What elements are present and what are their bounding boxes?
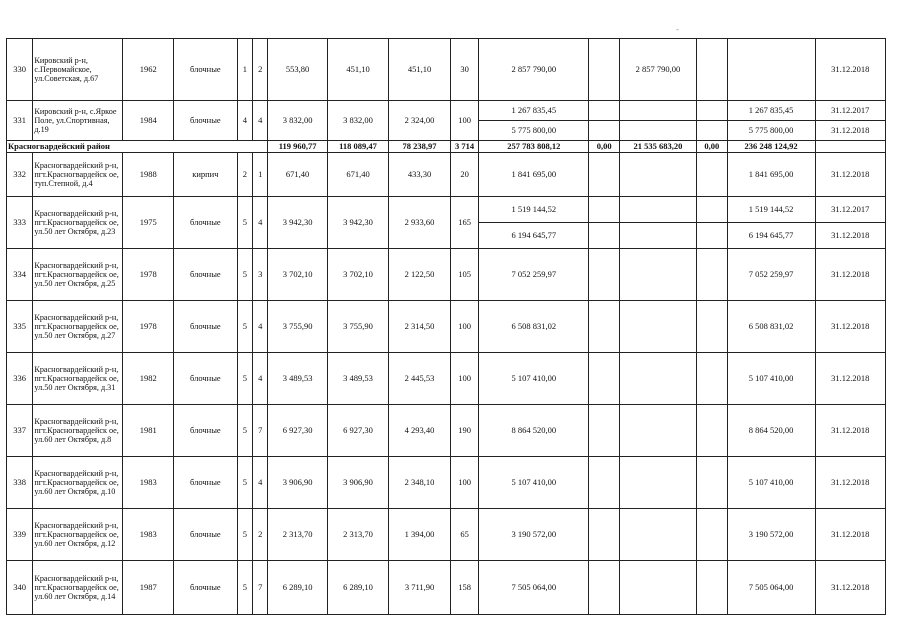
fund-col-14	[696, 405, 727, 457]
completion-date: 31.12.2018	[815, 457, 885, 509]
build-year: 1978	[123, 301, 174, 353]
table-row	[7, 39, 886, 101]
floor-count: 2	[237, 153, 252, 197]
fund-col-14	[696, 249, 727, 301]
fund-col-13	[620, 223, 697, 249]
area-living: 3 942,30	[327, 197, 389, 249]
row-number: 334	[7, 249, 33, 301]
row-number: 331	[7, 101, 33, 141]
entrance-count: 7	[253, 561, 268, 615]
build-year: 1983	[123, 509, 174, 561]
fund-col-14	[696, 101, 727, 121]
repair-cost: 5 107 410,00	[479, 457, 589, 509]
wall-material: блочные	[173, 353, 237, 405]
house-address: Красногвардейский р-н, пгт.Красногвардейск ое, ул.60 лет Октября, д.10	[33, 457, 123, 509]
floor-count: 5	[237, 249, 252, 301]
house-address: Красногвардейский р-н, пгт.Красногвардейск ое, туп.Степной, д.4	[33, 153, 123, 197]
fund-col-14	[696, 353, 727, 405]
fund-col-13	[620, 353, 697, 405]
entrance-count: 4	[253, 101, 268, 141]
repair-cost: 6 194 645,77	[479, 223, 589, 249]
wall-material: блочные	[173, 301, 237, 353]
completion-date: 31.12.2018	[815, 121, 885, 141]
completion-date: 31.12.2018	[815, 223, 885, 249]
table-row	[7, 353, 886, 405]
total-c15: 236 248 124,92	[727, 141, 815, 153]
row-number: 335	[7, 301, 33, 353]
area-total: 6 927,30	[268, 405, 327, 457]
district-total-label: Красногвардейский район	[7, 141, 268, 153]
floor-count: 5	[237, 561, 252, 615]
wall-material: блочные	[173, 509, 237, 561]
house-address: Красногвардейский р-н, пгт.Красногвардейск ое, ул.50 лет Октября, д.25	[33, 249, 123, 301]
repair-cost: 5 775 800,00	[479, 121, 589, 141]
completion-date: 31.12.2017	[815, 197, 885, 223]
fund-col-14	[696, 457, 727, 509]
area-living: 3 489,53	[327, 353, 389, 405]
fund-col-14	[696, 223, 727, 249]
repair-cost: 1 841 695,00	[479, 153, 589, 197]
fund-col-13	[620, 197, 697, 223]
wall-material: блочные	[173, 197, 237, 249]
fund-col-15: 3 190 572,00	[727, 509, 815, 561]
total-c12: 0,00	[589, 141, 620, 153]
resident-count: 65	[450, 509, 479, 561]
margin-mark: -	[676, 24, 679, 34]
fund-col-12	[589, 561, 620, 615]
area-living: 451,10	[327, 39, 389, 101]
area-living: 3 906,90	[327, 457, 389, 509]
fund-col-13	[620, 561, 697, 615]
entrance-count: 4	[253, 353, 268, 405]
area-residential: 451,10	[389, 39, 451, 101]
entrance-count: 4	[253, 457, 268, 509]
area-residential: 4 293,40	[389, 405, 451, 457]
entrance-count: 1	[253, 153, 268, 197]
repair-cost: 8 864 520,00	[479, 405, 589, 457]
table-row	[7, 249, 886, 301]
floor-count: 4	[237, 101, 252, 141]
fund-col-14	[696, 39, 727, 101]
total-date-cell	[815, 141, 885, 153]
resident-count: 190	[450, 405, 479, 457]
resident-count: 105	[450, 249, 479, 301]
area-total: 3 832,00	[268, 101, 327, 141]
area-residential: 1 394,00	[389, 509, 451, 561]
total-cost: 257 783 808,12	[479, 141, 589, 153]
fund-col-13	[620, 101, 697, 121]
fund-col-15: 6 194 645,77	[727, 223, 815, 249]
completion-date: 31.12.2018	[815, 301, 885, 353]
completion-date: 31.12.2018	[815, 39, 885, 101]
table-row	[7, 153, 886, 197]
table-row	[7, 509, 886, 561]
row-number: 332	[7, 153, 33, 197]
completion-date: 31.12.2017	[815, 101, 885, 121]
wall-material: блочные	[173, 561, 237, 615]
house-address: Красногвардейский р-н, пгт.Красногвардейск ое, ул.60 лет Октября, д.8	[33, 405, 123, 457]
total-c13: 21 535 683,20	[620, 141, 697, 153]
house-address: Красногвардейский р-н, пгт.Красногвардейск ое, ул.50 лет Октября, д.31	[33, 353, 123, 405]
row-number: 333	[7, 197, 33, 249]
area-total: 3 489,53	[268, 353, 327, 405]
wall-material: блочные	[173, 249, 237, 301]
completion-date: 31.12.2018	[815, 153, 885, 197]
total-area-res: 78 238,97	[389, 141, 451, 153]
house-address: Красногвардейский р-н, пгт.Красногвардейск ое, ул.50 лет Октября, д.23	[33, 197, 123, 249]
resident-count: 30	[450, 39, 479, 101]
repair-cost: 2 857 790,00	[479, 39, 589, 101]
build-year: 1962	[123, 39, 174, 101]
area-residential: 2 933,60	[389, 197, 451, 249]
fund-col-15: 7 505 064,00	[727, 561, 815, 615]
resident-count: 158	[450, 561, 479, 615]
fund-col-15: 7 052 259,97	[727, 249, 815, 301]
capital-repair-table-page	[6, 38, 886, 615]
build-year: 1982	[123, 353, 174, 405]
area-residential: 2 314,50	[389, 301, 451, 353]
build-year: 1987	[123, 561, 174, 615]
fund-col-12	[589, 457, 620, 509]
area-total: 3 942,30	[268, 197, 327, 249]
build-year: 1983	[123, 457, 174, 509]
area-living: 2 313,70	[327, 509, 389, 561]
area-living: 3 755,90	[327, 301, 389, 353]
repair-cost: 1 519 144,52	[479, 197, 589, 223]
house-address: Кировский р-н, с.Яркое Поле, ул.Спортивная, д.19	[33, 101, 123, 141]
entrance-count: 2	[253, 509, 268, 561]
area-living: 671,40	[327, 153, 389, 197]
fund-col-12	[589, 509, 620, 561]
area-total: 3 755,90	[268, 301, 327, 353]
fund-col-12	[589, 101, 620, 121]
repair-cost: 3 190 572,00	[479, 509, 589, 561]
wall-material: блочные	[173, 101, 237, 141]
area-living: 6 289,10	[327, 561, 389, 615]
fund-col-15: 5 775 800,00	[727, 121, 815, 141]
resident-count: 100	[450, 457, 479, 509]
build-year: 1988	[123, 153, 174, 197]
entrance-count: 4	[253, 301, 268, 353]
entrance-count: 3	[253, 249, 268, 301]
area-living: 3 832,00	[327, 101, 389, 141]
fund-col-15: 1 519 144,52	[727, 197, 815, 223]
build-year: 1975	[123, 197, 174, 249]
row-number: 336	[7, 353, 33, 405]
completion-date: 31.12.2018	[815, 353, 885, 405]
total-c14: 0,00	[696, 141, 727, 153]
fund-col-13	[620, 509, 697, 561]
area-residential: 3 711,90	[389, 561, 451, 615]
fund-col-13	[620, 301, 697, 353]
house-address: Красногвардейский р-н, пгт.Красногвардейск ое, ул.60 лет Октября, д.12	[33, 509, 123, 561]
resident-count: 100	[450, 301, 479, 353]
floor-count: 5	[237, 353, 252, 405]
area-total: 671,40	[268, 153, 327, 197]
fund-col-15: 8 864 520,00	[727, 405, 815, 457]
completion-date: 31.12.2018	[815, 561, 885, 615]
resident-count: 20	[450, 153, 479, 197]
fund-col-15: 5 107 410,00	[727, 353, 815, 405]
row-number: 338	[7, 457, 33, 509]
entrance-count: 7	[253, 405, 268, 457]
floor-count: 5	[237, 301, 252, 353]
fund-col-15: 1 841 695,00	[727, 153, 815, 197]
area-total: 2 313,70	[268, 509, 327, 561]
fund-col-15: 5 107 410,00	[727, 457, 815, 509]
fund-col-12	[589, 249, 620, 301]
build-year: 1981	[123, 405, 174, 457]
floor-count: 1	[237, 39, 252, 101]
floor-count: 5	[237, 197, 252, 249]
floor-count: 5	[237, 509, 252, 561]
table-row	[7, 561, 886, 615]
total-residents: 3 714	[450, 141, 479, 153]
fund-col-15: 6 508 831,02	[727, 301, 815, 353]
row-number: 340	[7, 561, 33, 615]
resident-count: 100	[450, 101, 479, 141]
fund-col-14	[696, 121, 727, 141]
table-row	[7, 197, 886, 223]
fund-col-13	[620, 121, 697, 141]
house-address: Красногвардейский р-н, пгт.Красногвардейск ое, ул.50 лет Октября, д.27	[33, 301, 123, 353]
wall-material: блочные	[173, 457, 237, 509]
completion-date: 31.12.2018	[815, 405, 885, 457]
area-residential: 2 348,10	[389, 457, 451, 509]
row-number: 339	[7, 509, 33, 561]
fund-col-13	[620, 153, 697, 197]
house-address: Красногвардейский р-н, пгт.Красногвардейск ое, ул.60 лет Октября, д.14	[33, 561, 123, 615]
row-number: 330	[7, 39, 33, 101]
area-residential: 2 122,50	[389, 249, 451, 301]
area-total: 6 289,10	[268, 561, 327, 615]
wall-material: блочные	[173, 405, 237, 457]
build-year: 1984	[123, 101, 174, 141]
fund-col-12	[589, 153, 620, 197]
fund-col-13: 2 857 790,00	[620, 39, 697, 101]
total-area-total: 119 960,77	[268, 141, 327, 153]
fund-col-15	[727, 39, 815, 101]
district-total-row	[7, 141, 886, 153]
completion-date: 31.12.2018	[815, 509, 885, 561]
area-total: 3 702,10	[268, 249, 327, 301]
house-address: Кировский р-н, с.Первомайское, ул.Советская, д.67	[33, 39, 123, 101]
fund-col-14	[696, 197, 727, 223]
resident-count: 100	[450, 353, 479, 405]
fund-col-13	[620, 249, 697, 301]
fund-col-12	[589, 39, 620, 101]
completion-date: 31.12.2018	[815, 249, 885, 301]
area-total: 553,80	[268, 39, 327, 101]
floor-count: 5	[237, 457, 252, 509]
repair-cost: 7 505 064,00	[479, 561, 589, 615]
table-row	[7, 457, 886, 509]
area-total: 3 906,90	[268, 457, 327, 509]
repair-cost: 5 107 410,00	[479, 353, 589, 405]
wall-material: блочные	[173, 39, 237, 101]
capital-repair-table	[6, 38, 886, 615]
table-row	[7, 101, 886, 121]
build-year: 1978	[123, 249, 174, 301]
fund-col-14	[696, 509, 727, 561]
table-row	[7, 405, 886, 457]
repair-cost: 7 052 259,97	[479, 249, 589, 301]
fund-col-14	[696, 153, 727, 197]
fund-col-14	[696, 301, 727, 353]
entrance-count: 2	[253, 39, 268, 101]
area-living: 3 702,10	[327, 249, 389, 301]
fund-col-13	[620, 457, 697, 509]
fund-col-12	[589, 405, 620, 457]
fund-col-12	[589, 353, 620, 405]
fund-col-12	[589, 301, 620, 353]
row-number: 337	[7, 405, 33, 457]
repair-cost: 1 267 835,45	[479, 101, 589, 121]
fund-col-13	[620, 405, 697, 457]
wall-material: кирпич	[173, 153, 237, 197]
area-living: 6 927,30	[327, 405, 389, 457]
fund-col-14	[696, 561, 727, 615]
area-residential: 2 324,00	[389, 101, 451, 141]
fund-col-12	[589, 197, 620, 223]
resident-count: 165	[450, 197, 479, 249]
area-residential: 2 445,53	[389, 353, 451, 405]
fund-col-12	[589, 121, 620, 141]
table-row	[7, 301, 886, 353]
repair-cost: 6 508 831,02	[479, 301, 589, 353]
fund-col-12	[589, 223, 620, 249]
total-area-living: 118 089,47	[327, 141, 389, 153]
fund-col-15: 1 267 835,45	[727, 101, 815, 121]
entrance-count: 4	[253, 197, 268, 249]
floor-count: 5	[237, 405, 252, 457]
area-residential: 433,30	[389, 153, 451, 197]
